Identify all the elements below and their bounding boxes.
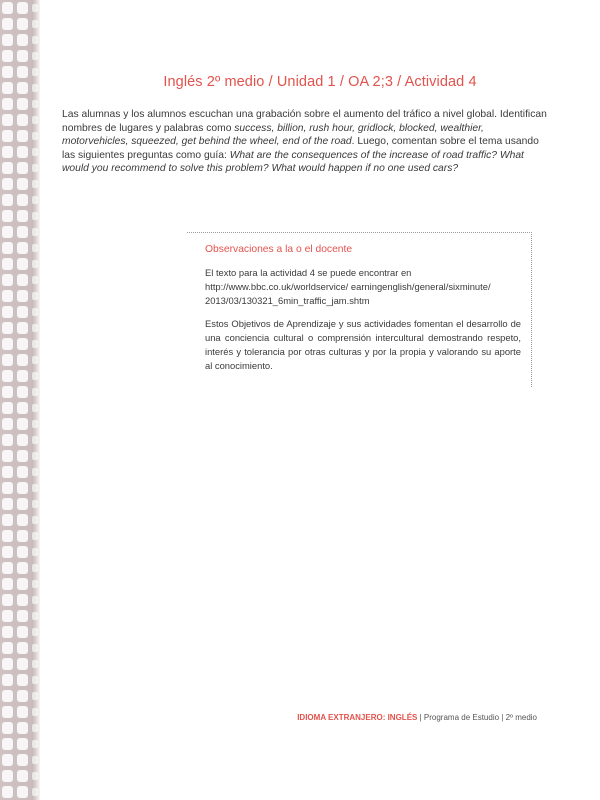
footer-subject: IDIOMA EXTRANJERO: INGLÉS xyxy=(297,713,418,722)
observations-url-line2: 2013/03/130321_6min_traffic_jam.shtm xyxy=(205,295,370,306)
side-decorative-pattern xyxy=(0,0,40,800)
page-title: Inglés 2º medio / Unidad 1 / OA 2;3 / Actividad 4 xyxy=(163,74,477,90)
footer-separator-1: | xyxy=(419,713,422,722)
activity-description xyxy=(62,108,550,176)
observations-source-intro: El texto para la actividad 4 se puede encontrar en xyxy=(205,267,412,278)
observations-objectives-text: Estos Objetivos de Aprendizaje y sus actividades fomentan el desarrollo de una conciencia cultural o comprensión intercultural demostrando respeto, interés y tolerancia por otras culturas y por la propia y valorando su aporte al conocimiento. xyxy=(205,318,521,371)
activity-questions: What are the consequences of the increase of road traffic? What would you recommend to solve this problem? What would happen if no one used cars? xyxy=(62,149,524,175)
page-footer xyxy=(297,713,537,722)
activity-vocabulary: success, billion, rush hour, gridlock, blocked, wealthier, motorvehicles, squeezed, get behind the wheel, end of the road xyxy=(62,122,484,148)
activity-middle-text: . Luego, comentan sobre el tema usando las siguientes preguntas como guía: xyxy=(62,136,539,161)
observations-url-line1: http://www.bbc.co.uk/worldservice/ earningenglish/general/sixminute/ xyxy=(205,281,491,292)
observations-title: Observaciones a la o el docente xyxy=(205,244,353,255)
footer-program: Programa de Estudio xyxy=(423,713,500,722)
teacher-observations-box xyxy=(187,232,532,387)
footer-separator-2: | xyxy=(501,713,504,722)
activity-intro-text: Las alumnas y los alumnos escuchan una grabación sobre el aumento del tráfico a nivel global. Identifican nombres de lugares y palabras como xyxy=(62,109,547,134)
footer-grade: 2º medio xyxy=(505,713,537,722)
observations-text-source xyxy=(205,266,527,308)
